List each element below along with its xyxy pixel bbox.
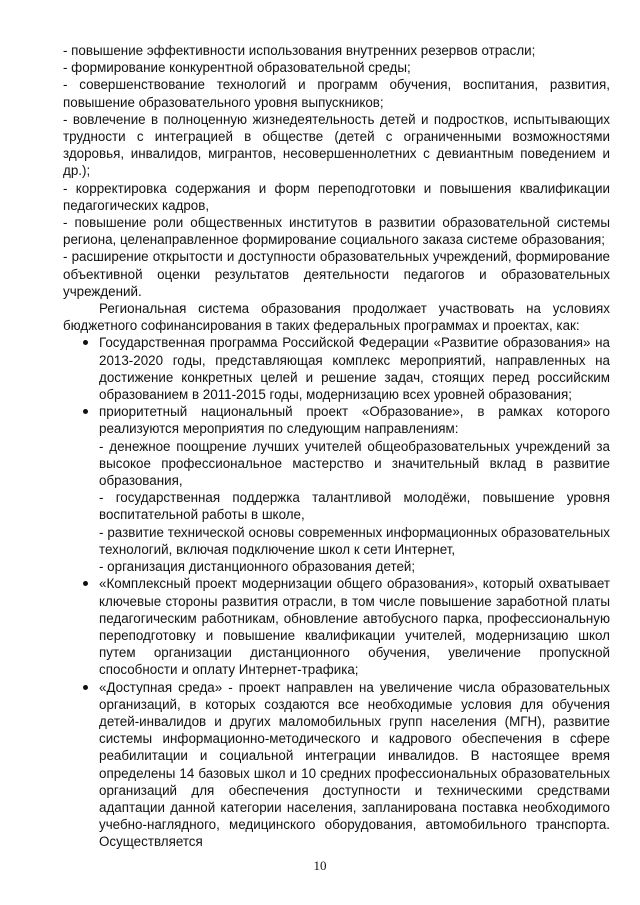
body-paragraph: Региональная система образования продолжает участвовать на условиях бюджетного софинансирования в таких федеральных программах и проектах, как:: [63, 301, 610, 334]
program-list: [63, 334, 610, 850]
program-subitem: - государственная поддержка талантливой молодёжи, повышение уровня воспитательной работы в школе,: [99, 490, 610, 523]
program-text: Государственная программа Российской Федерации «Развитие образования» на 2013-2020 годы, представляющая комплекс мероприятий, направленных на достижение конкретных целей и решение задач, стоящих перед российским образованием в 2011-2015 годы, модернизацию всех уровней образования;: [99, 335, 610, 403]
bullet-icon: [83, 581, 88, 586]
program-subitem: - развитие технической основы современных информационных образовательных технологий, включая подключение школ к сети Интернет,: [99, 524, 610, 557]
program-text: «Доступная среда» - проект направлен на увеличение числа образовательных организаций, в которых создаются все необходимые условия для обучения детей-инвалидов и других маломобильных групп населения (МГН), развитие системы информационно-методического и кадрового обеспечения в сфере реабилитации и социальной интеграции инвалидов. В настоящее время определены 14 базовых школ и 10 средних профессиональных образовательных организаций для обеспечения доступности и техническими средствами адаптации данной категории населения, запланирована поставка необходимого учебно-наглядного, медицинского оборудования, автомобильного транспорта. Осуществляется: [99, 679, 610, 850]
program-item: [63, 403, 610, 575]
program-subitem: - денежное поощрение лучших учителей общеобразовательных учреждений за высокое профессиональное мастерство и значительный вклад в развитие образования,: [99, 438, 610, 489]
bullet-icon: [83, 340, 88, 345]
bullet-icon: [83, 409, 88, 414]
intro-item: - корректировка содержания и форм переподготовки и повышения квалификации педагогических кадров,: [63, 180, 610, 213]
intro-item: - вовлечение в полноценную жизнедеятельность детей и подростков, испытывающих трудности с интеграцией в обществе (детей с ограниченными возможностями здоровья, инвалидов, мигрантов, несовершеннолетних с девиантным поведением и др.);: [63, 111, 610, 179]
intro-item: - совершенствование технологий и программ обучения, воспитания, развития, повышение образовательного уровня выпускников;: [63, 77, 610, 110]
bullet-icon: [83, 685, 88, 690]
page-number: 10: [313, 858, 327, 873]
program-subitem: - организация дистанционного образования детей;: [99, 559, 416, 575]
program-text: приоритетный национальный проект «Образование», в рамках которого реализуются мероприятия по следующим направлениям:: [99, 404, 610, 437]
intro-item: - повышение эффективности использования внутренних резервов отрасли;: [63, 43, 536, 58]
program-item: [63, 575, 610, 678]
program-item: [63, 334, 610, 403]
intro-item: - формирование конкурентной образовательной среды;: [63, 60, 411, 76]
document-body: [63, 42, 610, 851]
intro-item: - расширение открытости и доступности образовательных учреждений, формирование объективной оценки результатов деятельности педагогов и образовательных учреждений.: [63, 249, 610, 299]
intro-item: - повышение роли общественных институтов в развитии образовательной системы региона, целенаправленное формирование социального заказа системе образования;: [63, 215, 610, 248]
program-text: «Комплексный проект модернизации общего образования», который охватывает ключевые стороны развития отрасли, в том числе повышение заработной платы педагогическим работникам, обновление автобусного парка, профессиональную переподготовку и повышение квалификации учителей, модернизацию школ путем организации дистанционного обучения, увеличение пропускной способности и оплату Интернет-трафика;: [99, 576, 610, 678]
program-item: [63, 679, 610, 851]
